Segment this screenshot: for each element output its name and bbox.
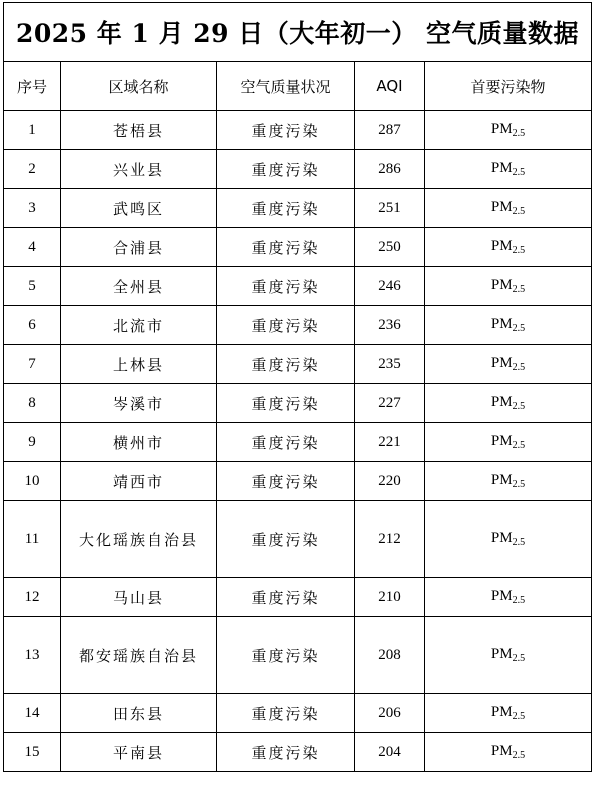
table-row xyxy=(4,617,592,694)
aqi-value: 204 xyxy=(355,733,425,772)
aqi-value: 286 xyxy=(355,150,425,189)
primary-pollutant: $PM_{2.5}$ xyxy=(425,578,592,617)
region-name: 北流市 xyxy=(61,306,217,345)
region-name: 上林县 xyxy=(61,345,217,384)
table-row xyxy=(4,228,592,267)
region-name: 平南县 xyxy=(61,733,217,772)
aqi-value: 246 xyxy=(355,267,425,306)
aqi-value: 206 xyxy=(355,694,425,733)
quality-status: 重度污染 xyxy=(217,694,355,733)
table-row xyxy=(4,189,592,228)
primary-pollutant: $PM_{2.5}$ xyxy=(425,345,592,384)
table-row xyxy=(4,306,592,345)
primary-pollutant: $PM_{2.5}$ xyxy=(425,462,592,501)
row-number: 11 xyxy=(4,501,61,578)
table-row xyxy=(4,462,592,501)
primary-pollutant: $PM_{2.5}$ xyxy=(425,423,592,462)
quality-status: 重度污染 xyxy=(217,384,355,423)
row-number: 9 xyxy=(4,423,61,462)
quality-status: 重度污染 xyxy=(217,617,355,694)
table-row xyxy=(4,694,592,733)
region-name: 马山县 xyxy=(61,578,217,617)
aqi-value: 220 xyxy=(355,462,425,501)
region-name: 武鸣区 xyxy=(61,189,217,228)
column-header-pollutant: 首要污染物 xyxy=(425,62,592,111)
quality-status: 重度污染 xyxy=(217,189,355,228)
quality-status: 重度污染 xyxy=(217,501,355,578)
row-number: 13 xyxy=(4,617,61,694)
region-name: 全州县 xyxy=(61,267,217,306)
table-row xyxy=(4,345,592,384)
primary-pollutant: $PM_{2.5}$ xyxy=(425,617,592,694)
row-number: 15 xyxy=(4,733,61,772)
row-number: 7 xyxy=(4,345,61,384)
header-row xyxy=(4,62,592,111)
column-header-status: 空气质量状况 xyxy=(217,62,355,111)
region-name: 兴业县 xyxy=(61,150,217,189)
row-number: 4 xyxy=(4,228,61,267)
row-number: 1 xyxy=(4,111,61,150)
region-name: 合浦县 xyxy=(61,228,217,267)
table-title: 2025 年 1 月 29 日（大年初一） 空气质量数据 xyxy=(4,3,592,62)
row-number: 10 xyxy=(4,462,61,501)
primary-pollutant: $PM_{2.5}$ xyxy=(425,111,592,150)
table-row xyxy=(4,733,592,772)
primary-pollutant: $PM_{2.5}$ xyxy=(425,733,592,772)
row-number: 3 xyxy=(4,189,61,228)
primary-pollutant: $PM_{2.5}$ xyxy=(425,384,592,423)
air-quality-table xyxy=(3,2,592,772)
column-header-region: 区域名称 xyxy=(61,62,217,111)
row-number: 2 xyxy=(4,150,61,189)
row-number: 5 xyxy=(4,267,61,306)
aqi-value: 287 xyxy=(355,111,425,150)
region-name: 都安瑶族自治县 xyxy=(61,617,217,694)
row-number: 8 xyxy=(4,384,61,423)
quality-status: 重度污染 xyxy=(217,228,355,267)
column-header-aqi: AQI xyxy=(355,62,425,111)
quality-status: 重度污染 xyxy=(217,423,355,462)
aqi-value: 210 xyxy=(355,578,425,617)
primary-pollutant: $PM_{2.5}$ xyxy=(425,267,592,306)
quality-status: 重度污染 xyxy=(217,462,355,501)
aqi-value: 251 xyxy=(355,189,425,228)
primary-pollutant: $PM_{2.5}$ xyxy=(425,306,592,345)
region-name: 田东县 xyxy=(61,694,217,733)
table-row xyxy=(4,111,592,150)
quality-status: 重度污染 xyxy=(217,345,355,384)
row-number: 14 xyxy=(4,694,61,733)
column-header-no: 序号 xyxy=(4,62,61,111)
primary-pollutant: $PM_{2.5}$ xyxy=(425,228,592,267)
quality-status: 重度污染 xyxy=(217,733,355,772)
table-row xyxy=(4,501,592,578)
region-name: 靖西市 xyxy=(61,462,217,501)
quality-status: 重度污染 xyxy=(217,578,355,617)
aqi-value: 236 xyxy=(355,306,425,345)
row-number: 12 xyxy=(4,578,61,617)
region-name: 横州市 xyxy=(61,423,217,462)
aqi-value: 227 xyxy=(355,384,425,423)
region-name: 苍梧县 xyxy=(61,111,217,150)
primary-pollutant: $PM_{2.5}$ xyxy=(425,150,592,189)
primary-pollutant: $PM_{2.5}$ xyxy=(425,501,592,578)
table-row xyxy=(4,384,592,423)
row-number: 6 xyxy=(4,306,61,345)
table-row xyxy=(4,267,592,306)
table-row xyxy=(4,578,592,617)
aqi-value: 235 xyxy=(355,345,425,384)
primary-pollutant: $PM_{2.5}$ xyxy=(425,189,592,228)
quality-status: 重度污染 xyxy=(217,111,355,150)
region-name: 大化瑶族自治县 xyxy=(61,501,217,578)
quality-status: 重度污染 xyxy=(217,267,355,306)
aqi-value: 250 xyxy=(355,228,425,267)
quality-status: 重度污染 xyxy=(217,150,355,189)
table-row xyxy=(4,423,592,462)
primary-pollutant: $PM_{2.5}$ xyxy=(425,694,592,733)
table-row xyxy=(4,150,592,189)
aqi-value: 208 xyxy=(355,617,425,694)
aqi-value: 221 xyxy=(355,423,425,462)
quality-status: 重度污染 xyxy=(217,306,355,345)
region-name: 岑溪市 xyxy=(61,384,217,423)
aqi-value: 212 xyxy=(355,501,425,578)
